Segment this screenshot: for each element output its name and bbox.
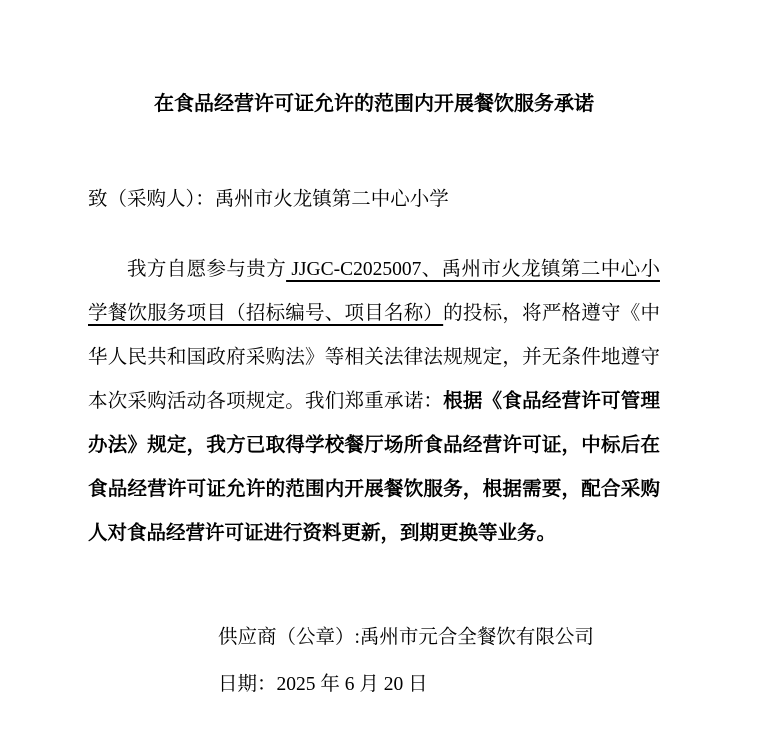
project-reference-underlined: JJGC-C2025007、禹州市火龙镇第二中心小学餐饮服务项目（招标编号、项目名称） xyxy=(88,259,660,324)
document-title: 在食品经营许可证允许的范围内开展餐饮服务承诺 xyxy=(154,93,594,115)
body-emphasis-bold: 根据《食品经营许可管理办法》规定，我方已取得学校餐厅场所食品经营许可证，中标后在食品经营许可证允许的范围内开展餐饮服务，根据需要，配合采购人对食品经营许可证进行资料更新，到期更换等业务。 xyxy=(88,391,660,544)
body-intro: 我方自愿参与贵方 xyxy=(127,259,287,280)
signature-block xyxy=(218,614,660,708)
body-middle: 的投标，将严格遵守《中华人民共和国政府采购法》等相关法律法规规定，并无条件地遵守本次采购活动各项规定。我们郑重承诺： xyxy=(88,303,660,412)
salutation-line: 致（采购人）：禹州市火龙镇第二中心小学 xyxy=(88,189,449,210)
supplier-seal-line: 供应商（公章）:禹州市元合全餐饮有限公司 xyxy=(218,627,594,648)
body-paragraph xyxy=(88,248,660,556)
date-line: 日期：2025 年 6 月 20 日 xyxy=(218,674,428,695)
